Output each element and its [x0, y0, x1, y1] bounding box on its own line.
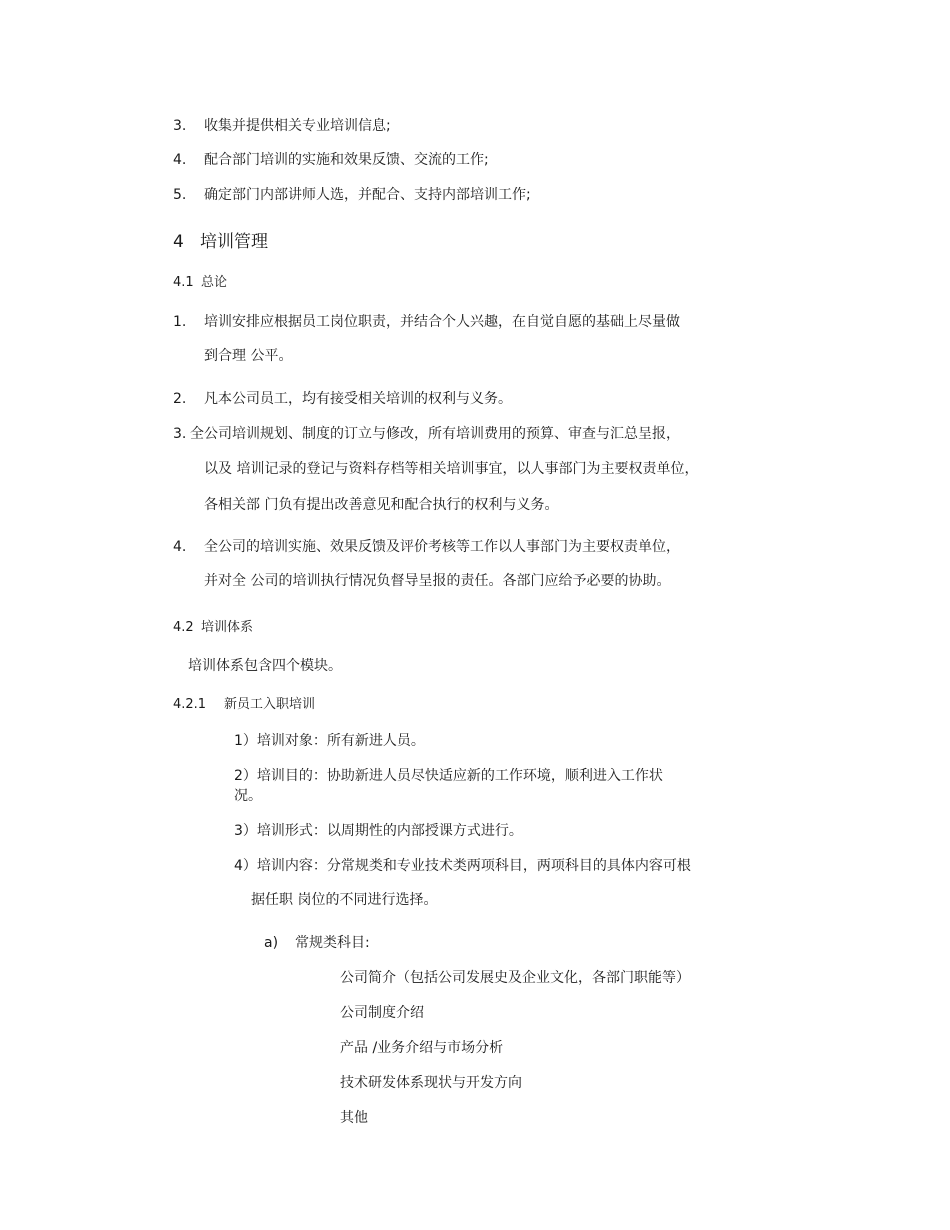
- list-text: 全公司培训规划、制度的订立与修改，所有培训费用的预算、审查与汇总呈报，: [190, 426, 680, 442]
- list-text-continuation: 并对全 公司的培训执行情况负督导呈报的责任。各部门应给予必要的协助。: [204, 573, 671, 589]
- list-text-continuation: 到合理 公平。: [204, 348, 293, 364]
- sublist-item: 技术研发体系现状与开发方向: [340, 1075, 522, 1091]
- list-number: 3.: [173, 426, 187, 442]
- subsection-number: 4.1: [173, 275, 194, 290]
- list-text: 培训内容：分常规类和专业技术类两项科目，两项科目的具体内容可根: [256, 858, 691, 874]
- subsection-heading: [173, 274, 227, 292]
- list-item: [173, 538, 680, 556]
- subsubsection-number: 4.2.1: [173, 697, 207, 712]
- list-text-continuation: 况。: [234, 788, 262, 804]
- list-number: 4.: [173, 152, 187, 168]
- list-text: 收集并提供相关专业培训信息;: [204, 118, 391, 134]
- list-item: [234, 822, 523, 840]
- list-text: 培训目的：协助新进人员尽快适应新的工作环境，顺利进入工作状: [256, 768, 663, 784]
- list-item: [173, 390, 512, 408]
- sublist-title: 常规类科目:: [295, 935, 370, 951]
- section-heading: [173, 231, 268, 253]
- sublist-item: 公司简介（包括公司发展史及企业文化，各部门职能等）: [340, 970, 690, 986]
- subsection-heading: [173, 619, 253, 637]
- subsection-title: 总论: [201, 275, 228, 290]
- list-number: 1.: [173, 314, 187, 330]
- sublist-heading: [264, 934, 370, 952]
- list-text: 配合部门培训的实施和效果反馈、交流的工作;: [204, 152, 489, 168]
- list-item: [234, 857, 691, 875]
- list-text-continuation: 以及 培训记录的登记与资料存档等相关培训事宜，以人事部门为主要权责单位，: [204, 461, 699, 477]
- list-item: [173, 186, 531, 204]
- section-title: 培训管理: [200, 232, 268, 252]
- list-number: 4）: [234, 858, 257, 874]
- list-text-continuation: 各相关部 门负有提出改善意见和配合执行的权利与义务。: [204, 497, 559, 513]
- list-item: [173, 117, 391, 135]
- list-text-continuation: 据任职 岗位的不同进行选择。: [251, 892, 438, 908]
- list-item: [173, 313, 680, 331]
- list-item: [234, 767, 663, 785]
- list-number: 2.: [173, 391, 187, 407]
- section-number: 4: [173, 232, 184, 252]
- sublist-item: 公司制度介绍: [340, 1005, 424, 1021]
- subsubsection-title: 新员工入职培训: [224, 697, 316, 712]
- list-number: 2）: [234, 768, 257, 784]
- list-number: 3）: [234, 823, 257, 839]
- list-text: 培训安排应根据员工岗位职责，并结合个人兴趣，在自觉自愿的基础上尽量做: [204, 314, 680, 330]
- sublist-item: 产品 /业务介绍与市场分析: [340, 1040, 504, 1056]
- subsubsection-heading: [173, 696, 315, 714]
- list-number: 3.: [173, 118, 187, 134]
- list-number: 5.: [173, 187, 187, 203]
- sublist-letter: a): [264, 935, 279, 951]
- paragraph: 培训体系包含四个模块。: [188, 658, 342, 674]
- list-item: [234, 732, 425, 750]
- list-item: [173, 151, 489, 169]
- list-text: 凡本公司员工，均有接受相关培训的权利与义务。: [204, 391, 512, 407]
- list-text: 培训对象：所有新进人员。: [256, 733, 425, 749]
- subsection-title: 培训体系: [201, 620, 254, 635]
- list-item: [173, 425, 680, 443]
- list-number: 1）: [234, 733, 257, 749]
- list-text: 全公司的培训实施、效果反馈及评价考核等工作以人事部门为主要权责单位，: [204, 539, 680, 555]
- list-text: 培训形式：以周期性的内部授课方式进行。: [256, 823, 523, 839]
- list-number: 4.: [173, 539, 187, 555]
- sublist-item: 其他: [340, 1110, 368, 1126]
- list-text: 确定部门内部讲师人选，并配合、支持内部培训工作;: [204, 187, 531, 203]
- subsection-number: 4.2: [173, 620, 194, 635]
